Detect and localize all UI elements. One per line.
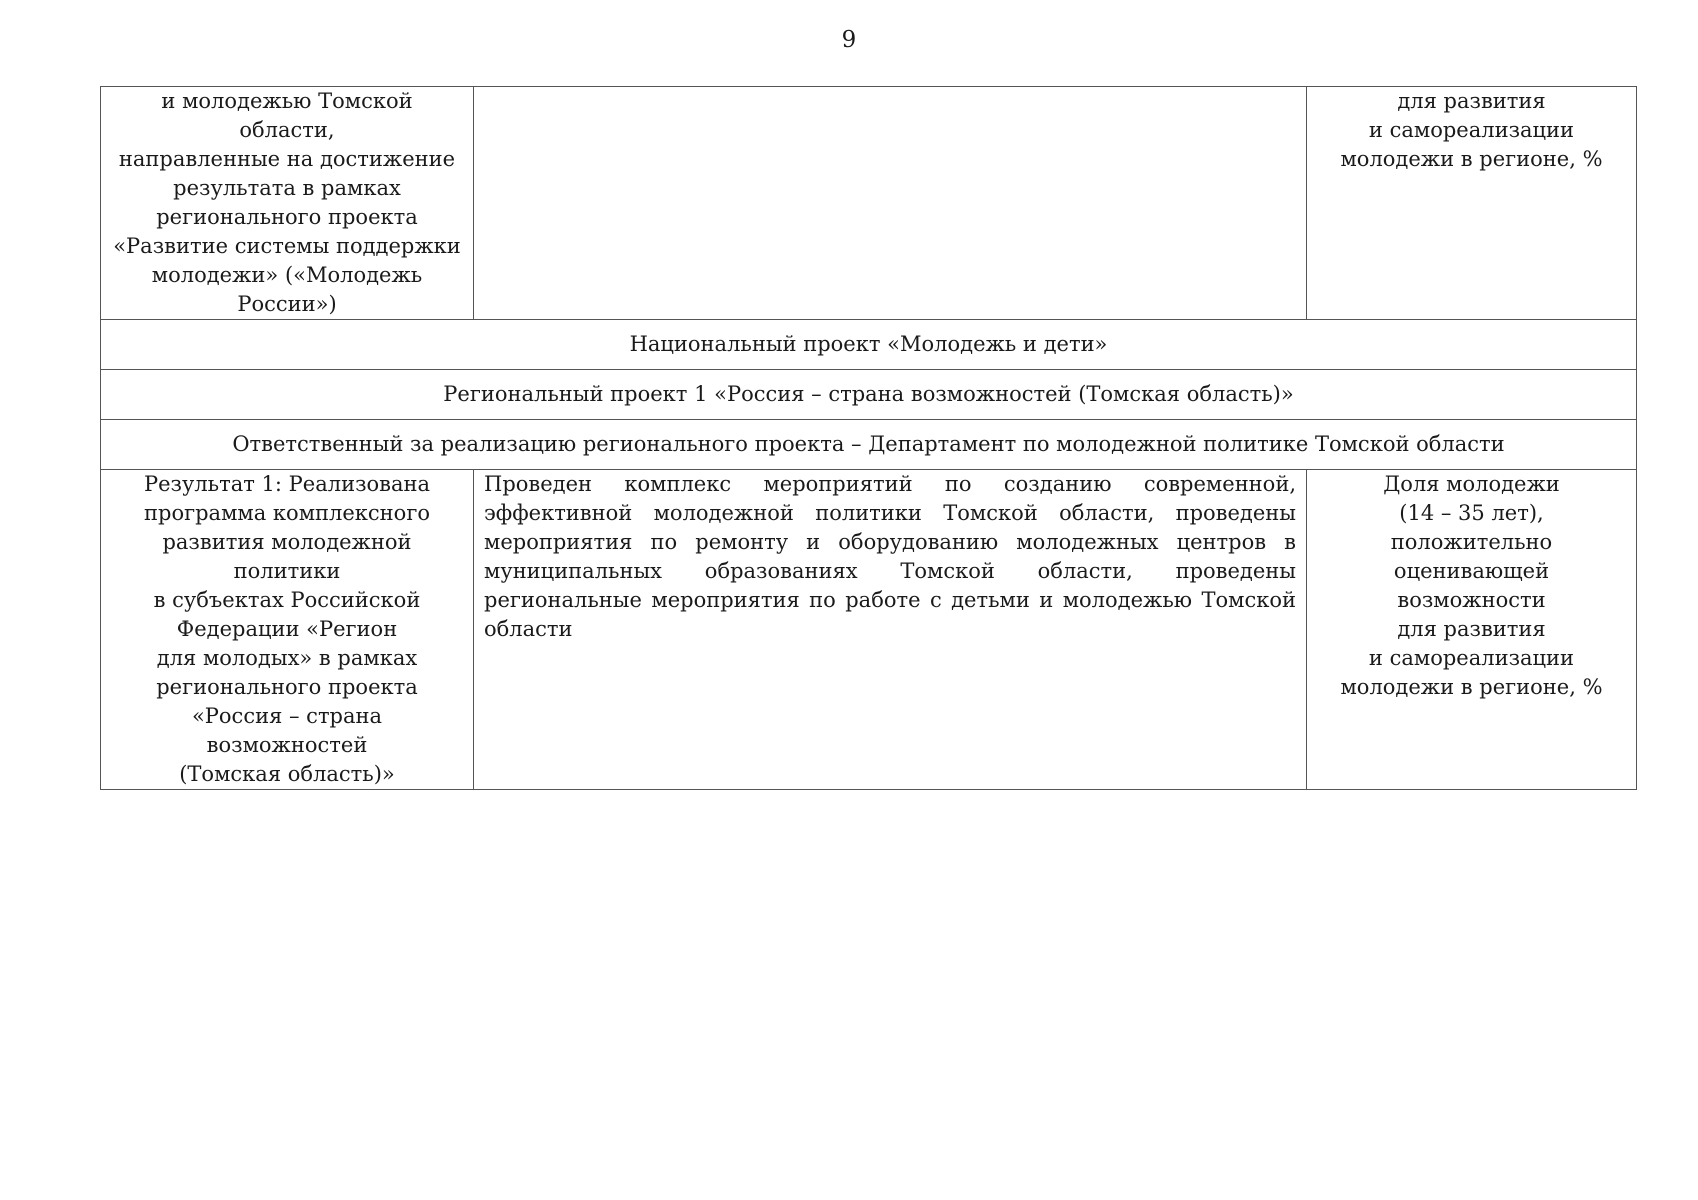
text-line: России») [237,292,337,316]
document-table [100,86,1637,790]
continuation-description-cell [474,87,1307,320]
text-line: развития молодежной политики [162,530,412,583]
text-line: направленные на достижение [118,147,456,171]
text-line: «Россия – страна возможностей [191,704,383,757]
table-row-result [101,470,1637,790]
table-row-responsible [101,420,1637,470]
text-line: и самореализации [1368,118,1575,142]
text-line: (14 – 35 лет), положительно [1390,501,1553,554]
text-line: для развития [1397,89,1546,113]
text-line: Доля молодежи [1383,472,1560,496]
page-number: 9 [841,27,857,53]
text-line: оценивающей возможности [1393,559,1550,612]
text-line: и молодежью Томской области, [161,89,413,142]
responsible-heading: Ответственный за реализацию регионального проекта – Департамент по молодежной политике Томской области [101,420,1637,470]
table-row-regional-project [101,370,1637,420]
text-line: «Развитие системы поддержки [113,234,461,258]
result-description-cell: Проведен комплекс мероприятий по созданию современной, эффективной молодежной политики Томской области, проведены мероприятия по ремонту и оборудованию молодежных центров в муниципальных образованиях Томской области, проведены региональные мероприятия по работе с детьми и молодежью Томской области [474,470,1307,790]
text-line: (Томская область)» [179,762,395,786]
text-line: программа комплексного [144,501,430,525]
text-line: молодежи в регионе, % [1340,675,1603,699]
text-line: для развития [1397,617,1546,641]
text-line: для молодых» в рамках [156,646,418,670]
text-line: молодежи» («Молодежь [151,263,423,287]
result-indicator-cell [1307,470,1637,790]
national-project-heading: Национальный проект «Молодежь и дети» [101,320,1637,370]
text-line: регионального проекта [156,675,418,699]
text-line: молодежи в регионе, % [1340,147,1603,171]
result-title-cell [101,470,474,790]
continuation-event-cell [101,87,474,320]
text-line: Результат 1: Реализована [143,472,431,496]
text-line: Федерации «Регион [176,617,398,641]
table-row-national-project [101,320,1637,370]
regional-project-heading: Региональный проект 1 «Россия – страна возможностей (Томская область)» [101,370,1637,420]
text-line: в субъектах Российской [153,588,421,612]
text-line: регионального проекта [156,205,418,229]
table-row-continuation [101,87,1637,320]
text-line: и самореализации [1368,646,1575,670]
text-line: результата в рамках [173,176,401,200]
continuation-indicator-cell [1307,87,1637,320]
